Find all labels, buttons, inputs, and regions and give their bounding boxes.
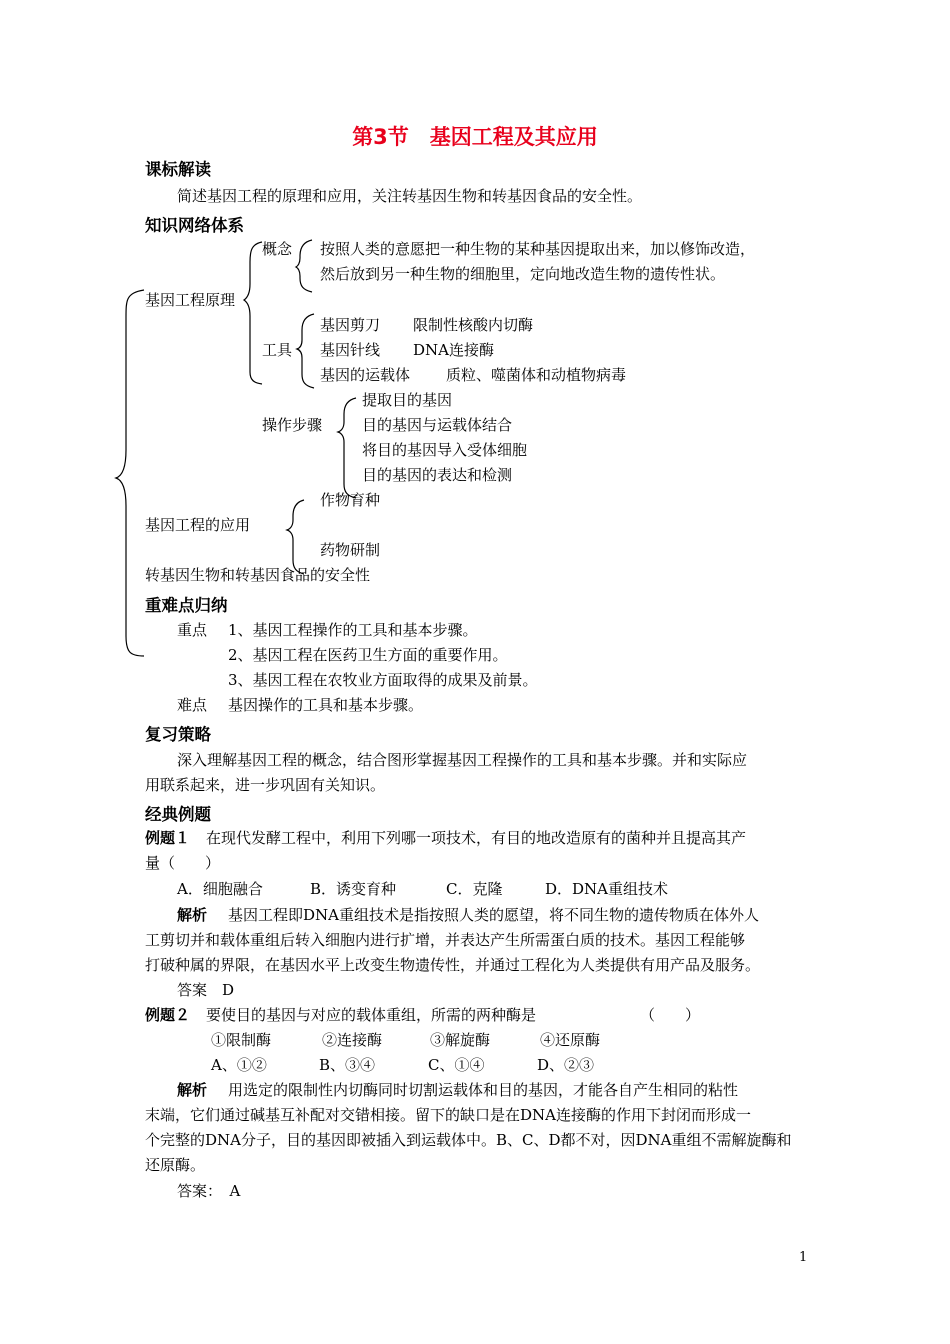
concept-label: 概念: [262, 240, 293, 258]
main-brace: [116, 290, 144, 656]
example1-question-line-1: 在现代发酵工程中，利用下列哪一项技术，有目的地改造原有的菌种并且提高其产: [206, 829, 747, 847]
example1-option: B．诱变育种: [310, 880, 397, 898]
example2-option: A、①②: [211, 1056, 267, 1074]
example1-question-line-2: 量（ ）: [145, 854, 221, 872]
principle-brace: [244, 242, 262, 384]
tool-name: 基因针线: [320, 341, 381, 359]
example1-option: A．细胞融合: [177, 880, 263, 898]
section-heading-kebiao: 课标解读: [145, 160, 211, 179]
tool-name: 基因剪刀: [320, 316, 381, 334]
example2-label: 例题２: [145, 1006, 191, 1024]
key-item: 3、基因工程在农牧业方面取得的成果及前景。: [228, 671, 538, 689]
step-item: 目的基因的表达和检测: [362, 466, 513, 484]
example2-enzyme: ④还原酶: [540, 1031, 601, 1049]
example1-analysis-line-2: 工剪切并和载体重组后转入细胞内进行扩增，并表达产生所需蛋白质的技术。基因工程能够: [145, 931, 746, 949]
example1-label: 例题１: [145, 829, 191, 847]
example2-option: D、②③: [537, 1056, 595, 1074]
strategy-line-1: 深入理解基因工程的概念，结合图形掌握基因工程操作的工具和基本步骤。并和实际应: [177, 751, 748, 769]
example1-option: D．DNA重组技术: [545, 880, 669, 898]
key-item: 1、基因工程操作的工具和基本步骤。: [228, 621, 478, 639]
example2-option: B、③④: [319, 1056, 376, 1074]
difficulty-label: 难点: [177, 696, 208, 714]
concept-brace: [296, 240, 312, 292]
page-title: 第3节 基因工程及其应用: [352, 125, 598, 149]
example2-analysis-line-1: 用选定的限制性内切酶同时切割运载体和目的基因，才能各自产生相同的粘性: [228, 1081, 739, 1099]
example1-answer: 答案 D: [177, 981, 235, 999]
kebiao-text: 简述基因工程的原理和应用，关注转基因生物和转基因食品的安全性。: [177, 187, 643, 205]
application-item: 药物研制: [320, 541, 381, 559]
example1-analysis-line-3: 打破种属的界限，在基因水平上改变生物遗传性，并通过工程化为人类提供有用产品及服务。: [145, 956, 761, 974]
application-label: 基因工程的应用: [145, 516, 251, 534]
example2-analysis-line-2: 末端，它们通过碱基互补配对交错相接。留下的缺口是在DNA连接酶的作用下封闭而形成一: [145, 1106, 751, 1124]
section-heading-network: 知识网络体系: [145, 216, 244, 235]
strategy-line-2: 用联系起来，进一步巩固有关知识。: [145, 776, 386, 794]
example2-analysis-label: 解析: [177, 1081, 208, 1099]
example2-question: 要使目的基因与对应的载体重组，所需的两种酶是: [206, 1006, 537, 1024]
tools-brace: [297, 314, 314, 388]
example2-option: C、①④: [428, 1056, 485, 1074]
concept-line-1: 按照人类的意愿把一种生物的某种基因提取出来，加以修饰改造，: [320, 240, 756, 258]
steps-brace: [338, 398, 356, 498]
example1-analysis-label: 解析: [177, 906, 208, 924]
example2-analysis-line-3: 个完整的DNA分子，目的基因即被插入到运载体中。B、C、D都不对，因DNA重组不需解旋酶和: [145, 1131, 792, 1149]
example2-enzyme: ③解旋酶: [430, 1031, 491, 1049]
safety-label: 转基因生物和转基因食品的安全性: [145, 566, 371, 584]
example1-option: C．克隆: [446, 880, 503, 898]
concept-line-2: 然后放到另一种生物的细胞里，定向地改造生物的遗传性状。: [320, 265, 726, 283]
tool-desc: 限制性核酸内切酶: [413, 316, 534, 334]
page-number: 1: [799, 1250, 808, 1265]
tool-name: 基因的运载体: [320, 366, 411, 384]
key-item: 2、基因工程在医药卫生方面的重要作用。: [228, 646, 508, 664]
tool-desc: DNA连接酶: [413, 341, 494, 359]
example2-answer-paren: （ ）: [640, 1006, 701, 1024]
example2-enzyme: ①限制酶: [211, 1031, 272, 1049]
difficulty-text: 基因操作的工具和基本步骤。: [228, 696, 424, 714]
section-heading-keypoints: 重难点归纳: [145, 596, 228, 615]
steps-label: 操作步骤: [262, 416, 323, 434]
example2-enzyme: ②连接酶: [322, 1031, 383, 1049]
example2-answer: 答案： A: [177, 1182, 241, 1200]
key-label: 重点: [177, 621, 208, 639]
step-item: 目的基因与运载体结合: [362, 416, 513, 434]
principle-label: 基因工程原理: [145, 291, 236, 309]
application-item: 作物育种: [320, 491, 381, 509]
section-heading-examples: 经典例题: [145, 805, 211, 824]
section-heading-strategy: 复习策略: [145, 725, 211, 744]
example2-analysis-line-4: 还原酶。: [145, 1156, 206, 1174]
application-brace: [287, 500, 304, 574]
tools-label: 工具: [262, 341, 293, 359]
example1-analysis-line-1: 基因工程即DNA重组技术是指按照人类的愿望，将不同生物的遗传物质在体外人: [228, 906, 759, 924]
step-item: 提取目的基因: [362, 391, 453, 409]
step-item: 将目的基因导入受体细胞: [362, 441, 528, 459]
tool-desc: 质粒、噬菌体和动植物病毒: [446, 366, 627, 384]
